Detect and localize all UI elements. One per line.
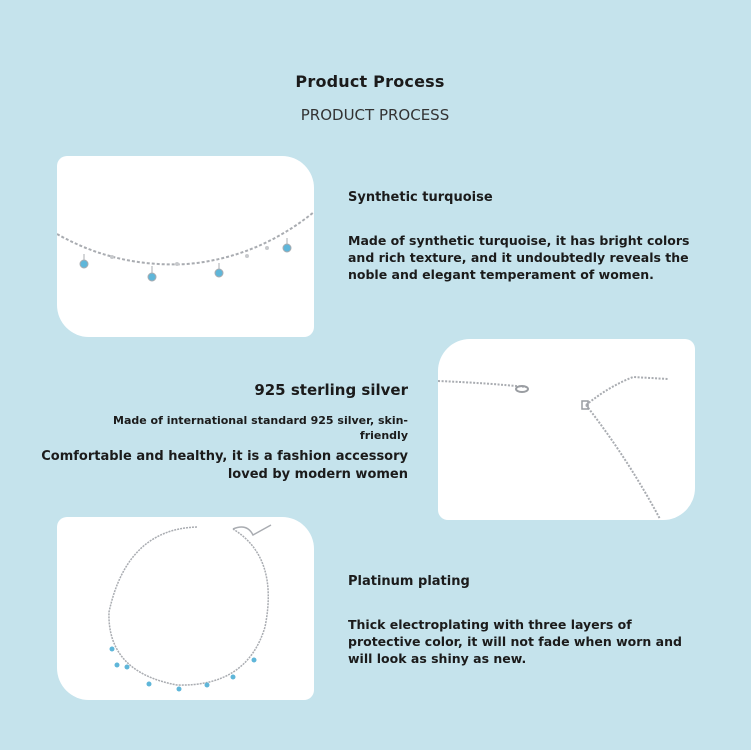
chain-clasp-illustration [438,339,695,520]
product-image-full-necklace [57,517,314,700]
section-body-turquoise: Made of synthetic turquoise, it has bright colors and rich texture, and it undoubtedly reveals the noble and elegant temperament of women. [348,233,690,282]
section-title-turquoise: Synthetic turquoise [348,190,493,205]
section-body-platinum: Thick electroplating with three layers of protective color, it will not fade when worn and will look as shiny as new. [348,617,682,666]
section-body-silver: Comfortable and healthy, it is a fashion accessory loved by modern women [41,449,408,482]
full-necklace-illustration [57,517,314,700]
page-title: Product Process [295,72,445,91]
section-note-silver: Made of international standard 925 silver, skin-friendly [113,414,408,442]
product-image-silver-chain [438,339,695,520]
necklace-drops-illustration [57,156,314,337]
page-subtitle: PRODUCT PROCESS [300,106,450,124]
product-image-turquoise [57,156,314,337]
section-title-silver: 925 sterling silver [254,381,408,399]
section-title-platinum: Platinum plating [348,574,470,589]
